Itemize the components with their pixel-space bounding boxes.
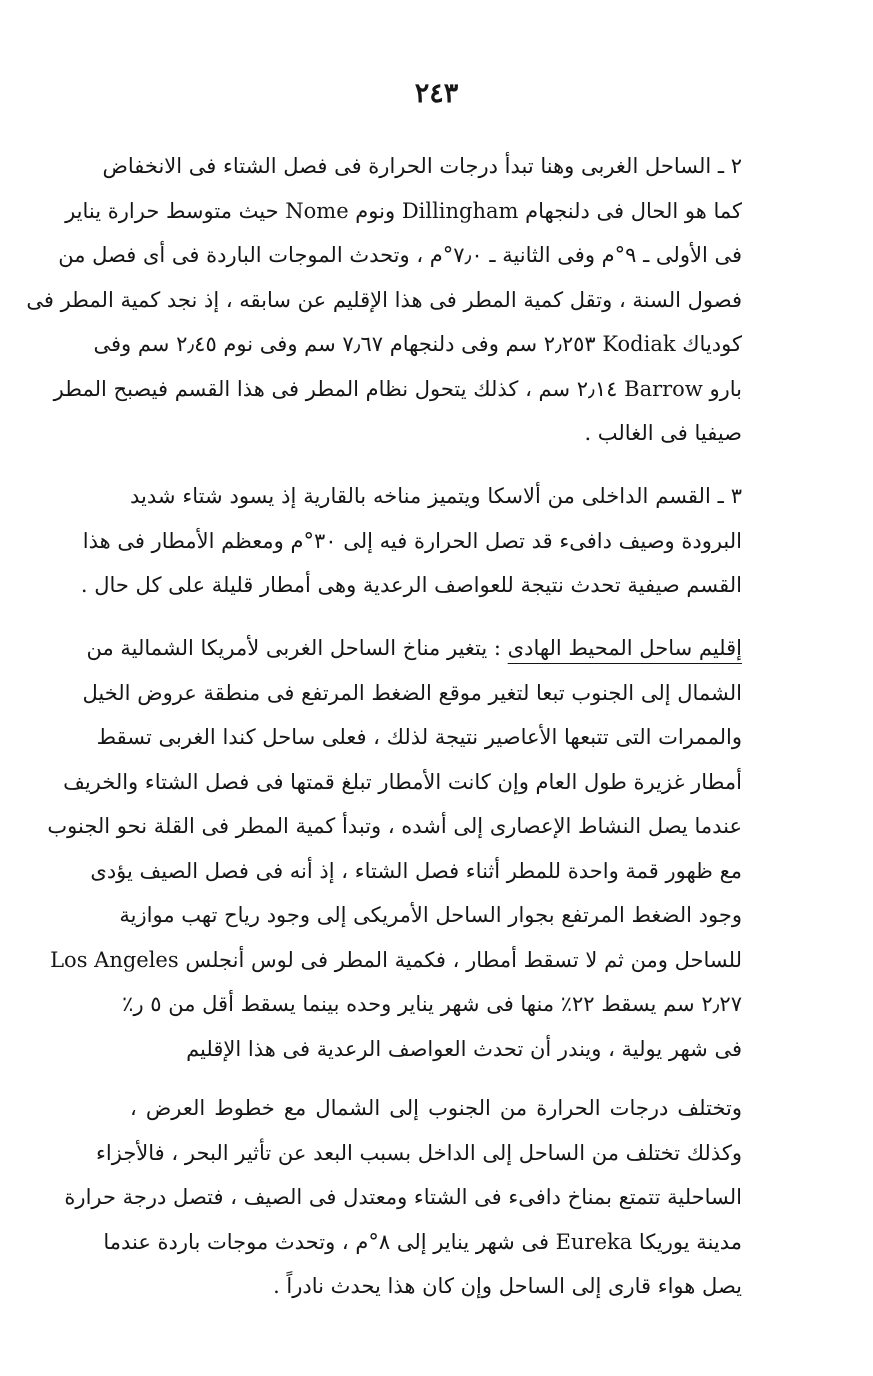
text-line: يصل هواء قارى إلى الساحل وإن كان هذا يحدث نادراً . (273, 1274, 742, 1298)
text-line: أمطار غزيرة طول العام وإن كانت الأمطار تبلغ قمتها فى فصل الشتاء والخريف (63, 769, 742, 794)
text-line (86, 626, 742, 671)
text-line: صيفيا فى الغالب . (584, 421, 742, 445)
text-line: القسم صيفية تحدث نتيجة للعواصف الرعدية وهى أمطار قليلة على كل حال . (80, 573, 742, 597)
page-number: ٢٤٣ (414, 78, 459, 109)
text-line: والممرات التى تتبعها الأعاصير نتيجة لذلك ، فعلى ساحل كندا الغربى تسقط (96, 725, 742, 749)
text-line: مدينة يوريكا Eureka فى شهر يناير إلى ٨°م ، وتحدث موجات باردة عندما (103, 1229, 742, 1254)
text-line: وكذلك تختلف من الساحل إلى الداخل بسبب البعد عن تأثير البحر ، فالأجزاء (96, 1140, 742, 1165)
paragraph-pacific-coast (47, 626, 742, 1071)
text-line: البرودة وصيف دافىء قد تصل الحرارة فيه إلى ٣٠°م ومعظم الأمطار فى هذا (82, 528, 742, 553)
paragraph-west-coast (26, 144, 742, 456)
heading-continuation: : يتغير مناخ الساحل الغربى لأمريكا الشمالية من (86, 636, 508, 660)
text-line: بارو Barrow ٢٫١٤ سم ، كذلك يتحول نظام المطر فى هذا القسم فيصبح المطر (53, 376, 742, 401)
text-line: مع ظهور قمة واحدة للمطر أثناء فصل الشتاء ، إذ أنه فى فصل الصيف يؤدى (90, 858, 742, 883)
text-line: الشمال إلى الجنوب تبعا لتغير موقع الضغط المرتفع فى منطقة عروض الخيل (82, 680, 742, 705)
text-line: وجود الضغط المرتفع بجوار الساحل الأمريكى إلى وجود رياح تهب موازية (119, 903, 742, 927)
paragraph-temperature (64, 1086, 742, 1309)
text-line: ٢٫٢٧ سم يسقط ٢٢٪ منها فى شهر يناير وحده بينما يسقط أقل من ٥ ر٪ (122, 992, 742, 1016)
section-heading: إقليم ساحل المحيط الهادى (507, 636, 742, 660)
text-line: عندما يصل النشاط الإعصارى إلى أشده ، وتبدأ كمية المطر فى القلة نحو الجنوب (47, 814, 742, 838)
text-line: ٢ ـ الساحل الغربى وهنا تبدأ درجات الحرارة فى فصل الشتاء فى الانخفاض (102, 154, 742, 178)
text-line: وتختلف درجات الحرارة من الجنوب إلى الشمال مع خطوط العرض ، (130, 1096, 742, 1120)
text-line: الساحلية تتمتع بمناخ دافىء فى الشتاء ومعتدل فى الصيف ، فتصل درجة حرارة (64, 1185, 742, 1209)
text-line: فصول السنة ، وتقل كمية المطر فى هذا الإقليم عن سابقه ، إذ نجد كمية المطر فى (26, 287, 742, 312)
text-line: كودياك Kodiak ٢٫٢٥٣ سم وفى دلنجهام ٧٫٦٧ سم وفى نوم ٢٫٤٥ سم وفى (93, 332, 742, 356)
text-line: فى شهر يولية ، ويندر أن تحدث العواصف الرعدية فى هذا الإقليم (186, 1036, 742, 1061)
text-line: للساحل ومن ثم لا تسقط أمطار ، فكمية المطر فى لوس أنجلس Los Angeles (50, 947, 742, 972)
text-line: كما هو الحال فى دلنجهام Dillingham ونوم Nome حيث متوسط حرارة يناير (65, 198, 742, 223)
text-line: فى الأولى ـ ٩°م وفى الثانية ـ ٧٫٠°م ، وتحدث الموجات الباردة فى أى فصل من (58, 243, 742, 267)
text-line: ٣ ـ القسم الداخلى من ألاسكا ويتميز مناخه بالقارية إذ يسود شتاء شديد (130, 484, 742, 508)
paragraph-interior-alaska (80, 474, 742, 608)
